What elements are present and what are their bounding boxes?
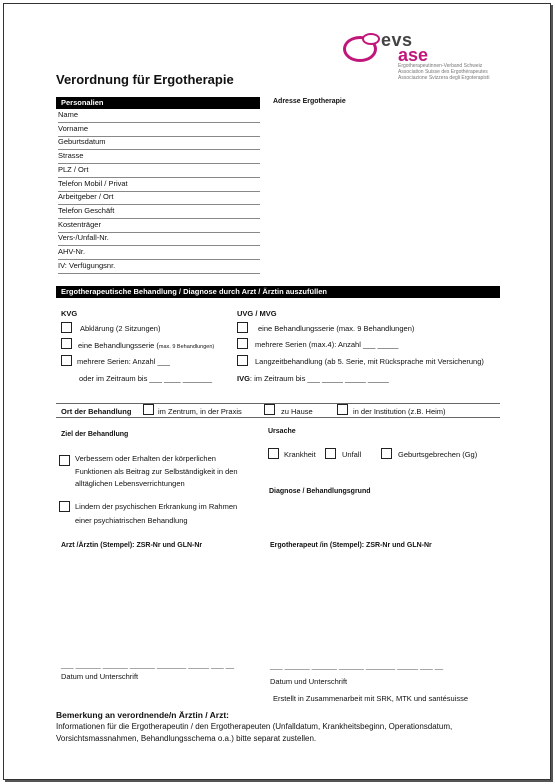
personal-field-row[interactable] — [58, 164, 260, 178]
uvg-longterm-checkbox[interactable] — [237, 355, 248, 366]
cause-label: Ursache — [268, 428, 296, 435]
page-title: Verordnung für Ergotherapie — [56, 72, 234, 87]
place-center-checkbox[interactable] — [143, 404, 154, 415]
diagnosis-label: Diagnose / Behandlungsgrund — [269, 488, 371, 495]
goal-psychic-label: Lindern der psychischen Erkrankung im Rahmen einer psychiatrischen Behandlung — [75, 502, 238, 525]
personal-field-label: PLZ / Ort — [58, 164, 89, 174]
personal-field-row[interactable] — [58, 178, 260, 192]
cause-birth-defect-label: Geburtsgebrechen (Gg) — [398, 450, 478, 459]
personal-field-row[interactable] — [58, 123, 260, 137]
personal-field-row[interactable] — [58, 246, 260, 260]
place-label: Ort der Behandlung — [61, 407, 132, 416]
address-label: Adresse Ergotherapie — [273, 98, 346, 105]
goal-physical-checkbox[interactable] — [59, 455, 70, 466]
personal-field-row[interactable] — [58, 219, 260, 233]
personal-field-label: AHV-Nr. — [58, 247, 86, 256]
uvg-series-label: eine Behandlungsserie (max. 9 Behandlungen) — [258, 324, 415, 333]
logo-ase-text: ase — [398, 45, 429, 65]
kvg-series-label: eine Behandlungsserie (max. 9 Behandlungen) — [78, 341, 215, 350]
cause-illness-checkbox[interactable] — [268, 448, 279, 459]
kvg-assessment-label: Abklärung (2 Sitzungen) — [80, 324, 161, 333]
therapist-signature-line[interactable]: ___ ______ ______ ______ _______ _____ ___ __ — [270, 661, 444, 670]
goal-physical-label: Verbessern oder Erhalten der körperlichen Funktionen als Beitrag zur Selbständigkeit in den alltäglichen Lebensverrichtungen — [75, 454, 238, 488]
place-top-divider — [56, 403, 500, 404]
kvg-label: KVG — [61, 309, 78, 318]
logo-subline-1: Ergotherapeutinnen-Verband Schweiz — [398, 63, 483, 69]
personal-field-label: Kostenträger — [58, 219, 101, 229]
kvg-period-label: oder im Zeitraum bis ___ ____ _______ — [79, 374, 213, 383]
cause-accident-checkbox[interactable] — [325, 448, 336, 459]
place-home-label: zu Hause — [281, 407, 313, 416]
logo-subline-2: Association Suisse des Ergothérapeutes — [398, 69, 488, 75]
remark-line-1: Informationen für die Ergotherapeutin / den Ergotherapeuten (Unfalldatum, Krankheitsbeginn, Operationsdatum, — [56, 722, 453, 731]
goal-label: Ziel der Behandlung — [61, 431, 129, 438]
doctor-signature-line[interactable]: ___ ______ ______ ______ _______ _____ ___ __ — [61, 660, 235, 669]
uvg-series-checkbox[interactable] — [237, 322, 248, 333]
uvg-multiple-checkbox[interactable] — [237, 338, 248, 349]
personal-field-row[interactable] — [58, 260, 260, 274]
logo-evs-text: evs — [381, 30, 413, 50]
goal-psychic-checkbox[interactable] — [59, 501, 70, 512]
personal-field-row[interactable] — [58, 205, 260, 219]
place-institution-label: in der Institution (z.B. Heim) — [353, 407, 446, 416]
therapist-signature-label: Datum und Unterschrift — [270, 677, 348, 686]
place-home-checkbox[interactable] — [264, 404, 275, 415]
place-institution-checkbox[interactable] — [337, 404, 348, 415]
personal-field-label: Strasse — [58, 151, 84, 161]
personalien-header: Personalien — [56, 97, 260, 109]
personal-field-row[interactable] — [58, 191, 260, 205]
personal-field-label: Vorname — [58, 123, 89, 133]
place-bottom-divider — [56, 417, 500, 418]
kvg-series-checkbox[interactable] — [61, 338, 72, 349]
therapist-stamp-label: Ergotherapeut /in (Stempel): ZSR-Nr und GLN-Nr — [270, 542, 432, 549]
remark-label: Bemerkung an verordnende/n Ärztin / Arzt: — [56, 710, 230, 720]
remark-line-2: Vorsichtsmassnahmen, Behandlungsschema o.a.) bitte separat zustellen. — [56, 734, 317, 743]
place-center-label: im Zentrum, in der Praxis — [158, 407, 242, 416]
uvg-multiple-label: mehrere Serien (max.4): Anzahl ___ _____ — [255, 340, 399, 349]
cause-birth-defect-checkbox[interactable] — [381, 448, 392, 459]
personal-field-row[interactable] — [58, 109, 260, 123]
personal-field-row[interactable] — [58, 136, 260, 150]
personal-field-label: Vers-/Unfall-Nr. — [58, 233, 109, 243]
uvg-longterm-label: Langzeitbehandlung (ab 5. Serie, mit Rücksprache mit Versicherung) — [255, 357, 484, 366]
uvg-label: UVG / MVG — [237, 309, 277, 318]
personal-field-label: Telefon Geschäft — [58, 205, 115, 215]
personal-field-row[interactable] — [58, 232, 260, 246]
personal-field-row[interactable] — [58, 150, 260, 164]
kvg-multiple-label: mehrere Serien: Anzahl ___ — [77, 357, 170, 366]
personal-field-label: Name — [58, 110, 79, 119]
doctor-stamp-label: Arzt /Ärztin (Stempel): ZSR-Nr und GLN-Nr — [61, 542, 203, 549]
personal-field-label: Arbeitgeber / Ort — [58, 192, 114, 202]
credit-text: Erstellt in Zusammenarbeit mit SRK, MTK und santésuisse — [273, 694, 469, 703]
personal-field-label: IV: Verfügungsnr. — [58, 260, 116, 270]
logo-subline-3: Associazione Svizzera degli Ergoterapisti — [398, 75, 490, 81]
personal-field-label: Telefon Mobil / Privat — [58, 178, 128, 188]
personal-field-label: Geburtsdatum — [58, 137, 106, 147]
cause-accident-label: Unfall — [342, 450, 362, 459]
kvg-assessment-checkbox[interactable] — [61, 322, 72, 333]
kvg-multiple-checkbox[interactable] — [61, 355, 72, 366]
treatment-header: Ergotherapeutische Behandlung / Diagnose durch Arzt / Ärztin auszufüllen — [56, 286, 500, 298]
logo-ring-small-icon — [362, 33, 380, 45]
doctor-signature-label: Datum und Unterschrift — [61, 672, 139, 681]
ivg-period-label: IVG: im Zeitraum bis ___ _____ _____ _____ — [237, 374, 389, 383]
cause-illness-label: Krankheit — [284, 450, 316, 459]
